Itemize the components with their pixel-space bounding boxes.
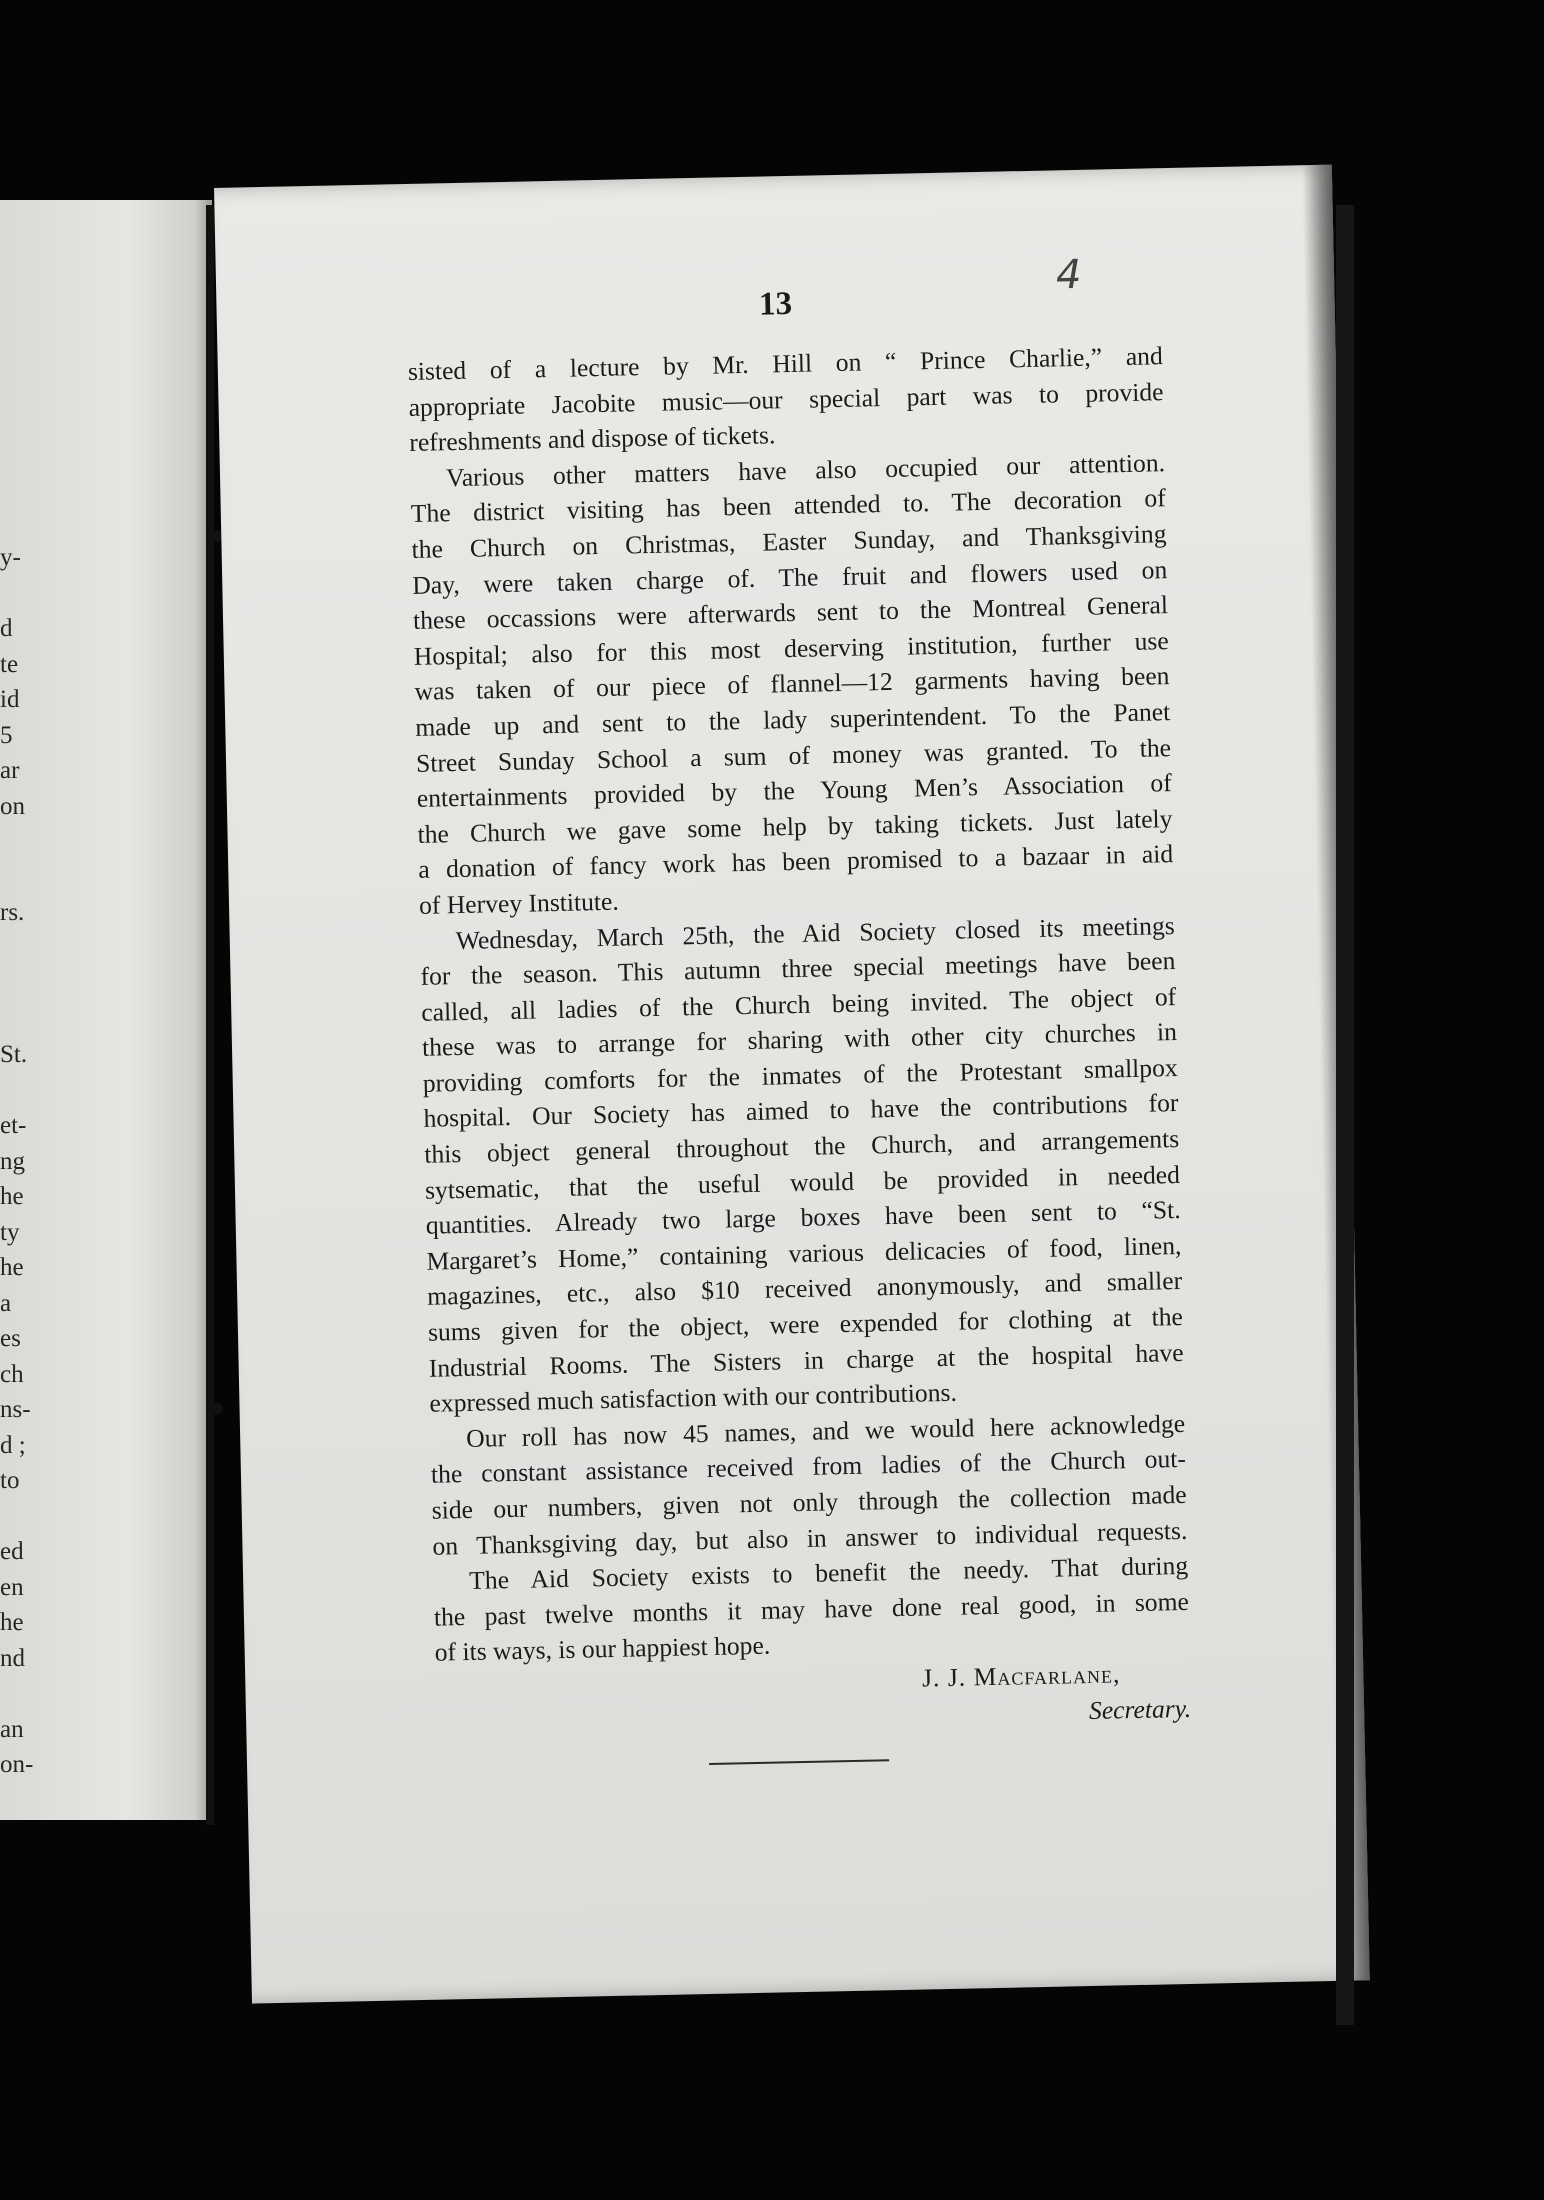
book-gutter: [206, 205, 214, 1825]
left-edge-fragment: [0, 1002, 24, 1038]
text-line: magazines, etc., also $10 received anonymously, and smaller: [426, 1266, 1183, 1312]
left-edge-fragment: id: [0, 686, 20, 713]
right-page: [214, 165, 1370, 2004]
text-line: Various other matters have also occupied our attention.: [445, 447, 1166, 492]
text-line: providing comforts for the inmates of the Protestant smallpox: [422, 1052, 1178, 1098]
left-edge-fragment: he: [0, 1254, 24, 1281]
text-line: entertainments provided by the Young Men’s Association of: [416, 768, 1172, 814]
left-edge-fragment: ng: [0, 1147, 25, 1175]
text-line: The district visiting has been attended to. The decoration of: [410, 483, 1167, 529]
left-edge-fragment: St.: [0, 1041, 28, 1068]
binding-hole: [211, 1403, 223, 1415]
left-edge-fragment: on: [0, 792, 25, 820]
text-line: Industrial Rooms. The Sisters in charge at the hospital have: [428, 1337, 1184, 1383]
text-line: Our roll has now 45 names, and we would here acknowledge: [465, 1408, 1186, 1453]
text-line: the Church on Christmas, Easter Sunday, and Thanksgiving: [411, 519, 1167, 564]
left-edge-fragment: d ;: [0, 1431, 26, 1459]
body-text: [408, 338, 1192, 1742]
left-edge-fragment: [0, 966, 24, 1002]
left-edge-fragment: he: [0, 1609, 24, 1636]
left-edge-fragment: he: [0, 1183, 24, 1210]
text-line: expressed much satisfaction with our contributions.: [429, 1377, 958, 1418]
text-line: called, all ladies of the Church being invited. The object of: [420, 981, 1177, 1027]
text-line: for the season. This autumn three special meetings have been: [420, 946, 1176, 991]
left-edge-fragment: y-: [0, 544, 21, 571]
left-edge-fragment: nd: [0, 1644, 25, 1672]
text-line: refreshments and dispose of tickets.: [409, 420, 776, 458]
text-line: of its ways, is our happiest hope.: [434, 1631, 771, 1668]
signature-title: Secretary.: [1088, 1693, 1192, 1725]
left-edge-fragment: on-: [0, 1751, 34, 1778]
text-line: appropriate Jacobite music—our special part was to provide: [408, 376, 1164, 422]
left-page: [0, 200, 212, 1820]
left-edge-fragment: ty: [0, 1218, 20, 1246]
text-line: this object general throughout the Church, and arrangements: [423, 1124, 1180, 1169]
text-line: these was to arrange for sharing with other city churches in: [421, 1017, 1178, 1063]
left-edge-fragment: a: [0, 1289, 12, 1317]
text-line: Hospital; also for this most deserving institution, further use: [413, 625, 1169, 671]
text-line: the constant assistance received from ladies of the Church out-: [430, 1444, 1187, 1490]
text-line: was taken of our piece of flannel—12 garments having been: [414, 661, 1170, 707]
left-edge-fragment: [0, 1073, 24, 1109]
left-edge-fragment: to: [0, 1467, 20, 1494]
text-line: of Hervey Institute.: [418, 886, 620, 920]
signature-name: J. J. Macfarlane,: [921, 1659, 1121, 1693]
text-line: a donation of fancy work has been promised to a bazaar in aid: [418, 839, 1174, 885]
page-number: 13: [758, 285, 793, 323]
text-line: side our numbers, given not only through the collection made: [431, 1479, 1187, 1525]
left-edge-fragment: et-: [0, 1112, 27, 1139]
text-line: on Thanksgiving day, but also in answer to individual requests.: [432, 1515, 1188, 1561]
text-line: these occassions were afterwards sent to the Montreal General: [412, 590, 1169, 636]
left-edge-fragment: [0, 931, 24, 967]
text-line: sums given for the object, were expended for clothing at the: [427, 1301, 1184, 1347]
left-edge-fragment: [0, 824, 24, 860]
left-edge-fragment: d: [0, 615, 13, 642]
text-line: the Church we gave some help by taking tickets. Just lately: [417, 803, 1173, 849]
pencil-annotation: 4: [1055, 251, 1082, 299]
book-cover-edge: [1336, 205, 1354, 2025]
text-line: Wednesday, March 25th, the Aid Society closed its meetings: [455, 910, 1175, 955]
left-edge-fragment: te: [0, 650, 19, 678]
left-edge-fragment: ar: [0, 757, 20, 784]
text-line: Margaret’s Home,” containing various delicacies of food, linen,: [426, 1230, 1182, 1276]
left-edge-fragment: [0, 1499, 24, 1535]
left-page-text-edge: [0, 540, 34, 1783]
closing-rule: [709, 1759, 889, 1765]
text-line: sytsematic, that the useful would be provided in needed: [424, 1159, 1181, 1205]
left-edge-fragment: [0, 1676, 24, 1712]
left-edge-fragment: 5: [0, 721, 13, 749]
text-line: made up and sent to the lady superintendent. To the Panet: [415, 697, 1171, 742]
left-edge-fragment: [0, 860, 24, 896]
text-line: quantities. Already two large boxes have been sent to “St.: [425, 1195, 1181, 1241]
left-edge-fragment: ed: [0, 1538, 24, 1565]
text-line: Street Sunday School a sum of money was granted. To the: [415, 732, 1172, 778]
left-edge-fragment: ch: [0, 1360, 24, 1388]
left-edge-fragment: en: [0, 1573, 24, 1601]
text-line: Day, were taken charge of. The fruit and flowers used on: [412, 554, 1168, 600]
left-edge-fragment: an: [0, 1715, 24, 1743]
left-edge-fragment: rs.: [0, 899, 25, 926]
text-line: hospital. Our Society has aimed to have the contributions for: [423, 1088, 1179, 1134]
left-edge-fragment: ns-: [0, 1396, 31, 1423]
text-line: the past twelve months it may have done real good, in some: [433, 1586, 1190, 1632]
text-line: The Aid Society exists to benefit the needy. That during: [468, 1551, 1189, 1596]
text-line: sisted of a lecture by Mr. Hill on “ Prince Charlie,” and: [407, 341, 1164, 386]
left-edge-fragment: es: [0, 1325, 21, 1352]
left-edge-fragment: [0, 576, 24, 612]
